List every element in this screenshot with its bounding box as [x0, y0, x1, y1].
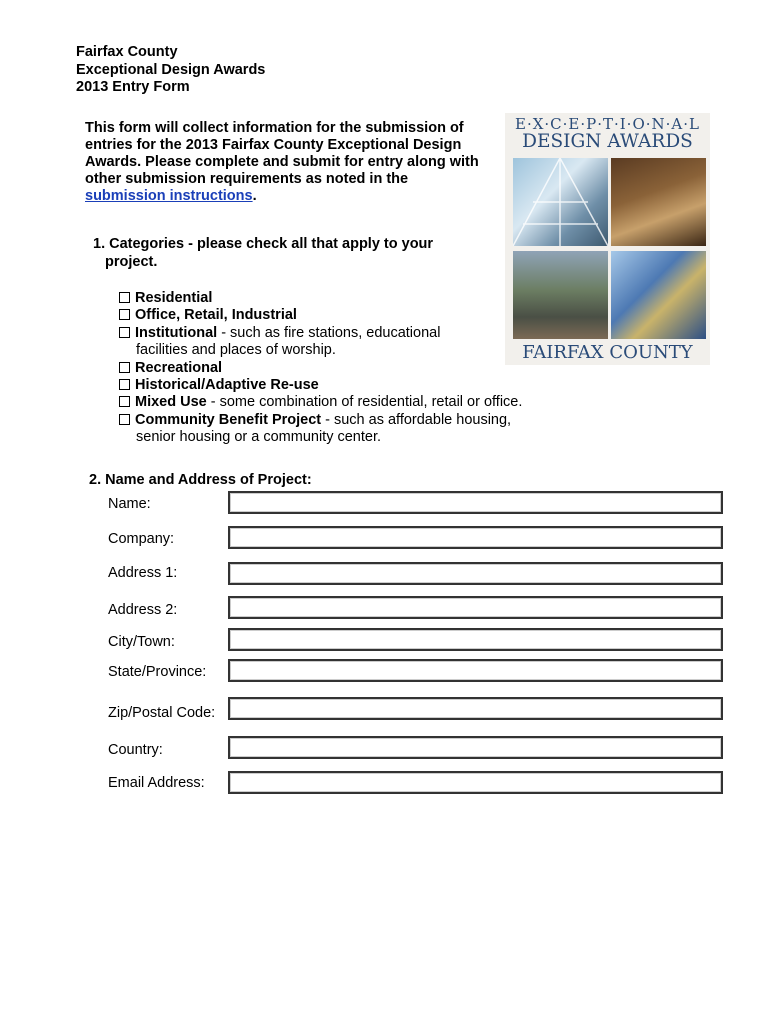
address1-input[interactable] — [228, 562, 723, 585]
skylight-lines — [513, 158, 608, 246]
category-community-benefit[interactable] — [118, 412, 548, 429]
category-desc: - such as affordable housing, — [321, 411, 512, 428]
project-question: 2. Name and Address of Project: — [89, 472, 312, 488]
category-historical[interactable] — [118, 377, 548, 394]
category-desc-continued: facilities and places of worship. — [136, 342, 336, 359]
categories-question — [93, 236, 433, 271]
category-label: Recreational — [135, 359, 223, 376]
logo-photo-interior — [611, 158, 706, 246]
categories-question-line2: project. — [105, 253, 158, 270]
title-line-3: 2013 Entry Form — [76, 79, 190, 95]
address1-label: Address 1: — [108, 565, 178, 581]
submission-instructions-link[interactable]: submission instructions — [85, 188, 253, 204]
category-desc: - such as fire stations, educational — [217, 324, 441, 341]
city-input[interactable] — [228, 628, 723, 651]
email-label: Email Address: — [108, 775, 205, 791]
category-mixed-use[interactable] — [118, 394, 548, 411]
intro-text: This form will collect information for the submission of entries for the 2013 Fairfax County Exceptional Design Awards. Please complete and submit for entry along with other submission requirements as noted in the — [85, 120, 479, 187]
country-label: Country: — [108, 742, 163, 758]
checkbox[interactable] — [119, 414, 130, 425]
checkbox[interactable] — [119, 396, 130, 407]
logo-bottom-text: FAIRFAX COUNTY — [522, 342, 693, 363]
intro-end: . — [252, 188, 257, 204]
country-input[interactable] — [228, 736, 723, 759]
checkbox[interactable] — [119, 309, 130, 320]
zip-input[interactable] — [228, 697, 723, 720]
category-office-retail-industrial[interactable] — [118, 307, 548, 324]
category-desc: - some combination of residential, retail or office. — [206, 394, 523, 411]
form-title — [76, 44, 265, 97]
city-label: City/Town: — [108, 634, 175, 650]
address2-input[interactable] — [228, 596, 723, 619]
logo-mid-text: DESIGN AWARDS — [522, 131, 693, 152]
company-label: Company: — [108, 531, 175, 547]
checkbox[interactable] — [119, 379, 130, 390]
category-label: Residential — [135, 290, 213, 306]
name-label: Name: — [108, 496, 151, 512]
state-label: State/Province: — [108, 664, 207, 680]
title-line-2: Exceptional Design Awards — [76, 61, 266, 78]
category-label: Community Benefit Project — [135, 411, 322, 428]
categories-list — [118, 290, 548, 447]
category-recreational[interactable] — [118, 360, 548, 377]
category-label: Historical/Adaptive Re-use — [135, 377, 319, 394]
checkbox[interactable] — [119, 327, 130, 338]
category-label: Office, Retail, Industrial — [135, 307, 297, 324]
name-input[interactable] — [228, 491, 723, 514]
state-input[interactable] — [228, 659, 723, 682]
title-line-1: Fairfax County — [76, 44, 178, 60]
checkbox[interactable] — [119, 362, 130, 373]
logo-photo-facade — [611, 251, 706, 339]
category-residential[interactable] — [118, 290, 548, 307]
company-input[interactable] — [228, 526, 723, 549]
intro-paragraph — [85, 120, 490, 205]
zip-label: Zip/Postal Code: — [108, 705, 216, 721]
category-label: Institutional — [135, 324, 218, 341]
category-desc-continued: senior housing or a community center. — [136, 429, 382, 446]
checkbox[interactable] — [119, 292, 130, 303]
category-label: Mixed Use — [135, 394, 207, 411]
logo-top-text: E·X·C·E·P·T·I·O·N·A·L — [515, 115, 700, 133]
address2-label: Address 2: — [108, 602, 178, 618]
category-institutional[interactable] — [118, 325, 548, 342]
categories-question-line1: 1. Categories - please check all that apply to your — [93, 236, 434, 252]
email-input[interactable] — [228, 771, 723, 794]
logo-photo-skylight — [513, 158, 608, 246]
